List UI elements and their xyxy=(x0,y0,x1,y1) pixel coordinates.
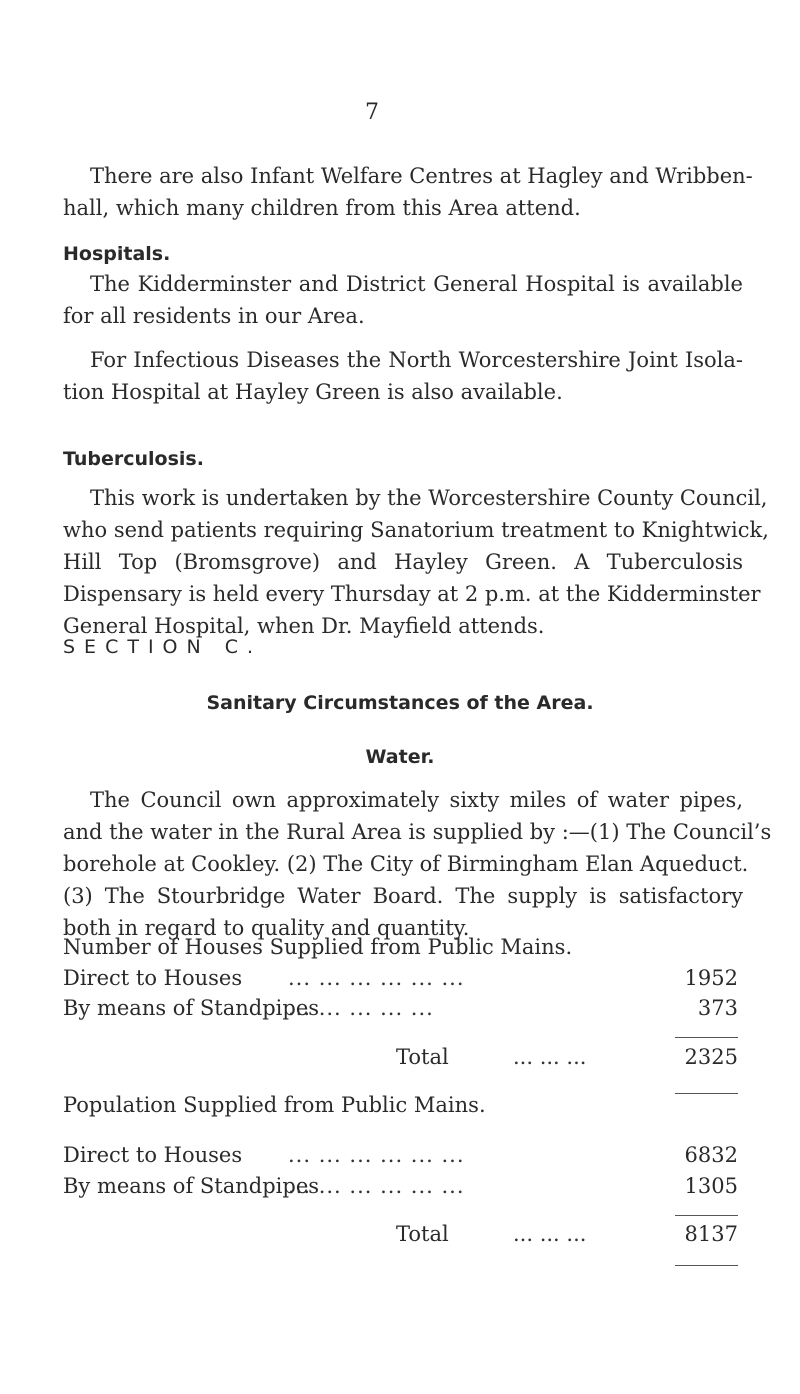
section-subtitle: Water. xyxy=(365,746,435,768)
tuberculosis-paragraph xyxy=(63,482,769,642)
text-line: who send patients requiring Sanatorium treatment to Knightwick, xyxy=(63,518,769,542)
total-row xyxy=(63,1045,738,1075)
hospitals-heading: Hospitals. xyxy=(63,243,171,265)
row-label: By means of Standpipes xyxy=(63,1174,320,1198)
text-line: borehole at Cookley. (2) The City of Birmingham Elan Aqueduct. xyxy=(63,852,749,876)
row-label: Direct to Houses xyxy=(63,966,243,990)
water-paragraph xyxy=(63,784,772,944)
text-line: (3) The Stourbridge Water Board. The supply is satisfactory xyxy=(63,884,743,908)
leader-dots: ... ... ... ... ... ... xyxy=(288,1174,465,1198)
section-label: SECTION C. xyxy=(63,636,263,658)
leader-dots: ... ... ... ... ... ... xyxy=(288,966,465,990)
total-label: Total xyxy=(396,1045,449,1069)
section-title: Sanitary Circumstances of the Area. xyxy=(206,692,594,714)
population-heading: Population Supplied from Public Mains. xyxy=(63,1093,486,1117)
text-line: The Council own approximately sixty miles of water pipes, xyxy=(90,788,743,812)
subtotal-rule xyxy=(675,1215,738,1216)
row-value: 6832 xyxy=(684,1143,738,1167)
text-line: for all residents in our Area. xyxy=(63,304,365,328)
total-rule xyxy=(675,1093,738,1094)
table-row xyxy=(63,966,738,996)
total-label: Total xyxy=(396,1222,449,1246)
table-row xyxy=(63,996,738,1026)
total-value: 8137 xyxy=(684,1222,738,1246)
leader-dots: ... ... ... xyxy=(513,1222,587,1246)
leader-dots: ... ... ... ... ... ... xyxy=(288,1143,465,1167)
text-line: hall, which many children from this Area attend. xyxy=(63,196,581,220)
total-rule xyxy=(675,1265,738,1266)
text-line: both in regard to quality and quantity. xyxy=(63,916,470,940)
tuberculosis-heading: Tuberculosis. xyxy=(63,448,204,470)
row-label: By means of Standpipes xyxy=(63,996,320,1020)
text-line: General Hospital, when Dr. Mayfield attends. xyxy=(63,614,545,638)
text-line: and the water in the Rural Area is supplied by :—(1) The Council’s xyxy=(63,820,772,844)
subtotal-rule xyxy=(675,1037,738,1038)
row-value: 373 xyxy=(697,996,738,1020)
table-row xyxy=(63,1174,738,1204)
houses-heading: Number of Houses Supplied from Public Mains. xyxy=(63,935,573,959)
page-number: 7 xyxy=(365,100,379,125)
text-line: This work is undertaken by the Worcestershire County Council, xyxy=(90,486,768,510)
text-line: There are also Infant Welfare Centres at Hagley and Wribben- xyxy=(90,164,753,188)
text-line: The Kidderminster and District General Hospital is available xyxy=(90,272,743,296)
leader-dots: ... ... ... xyxy=(513,1045,587,1069)
leader-dots: ... ... ... ... ... xyxy=(288,996,434,1020)
text-line: Hill Top (Bromsgrove) and Hayley Green. A Tuberculosis xyxy=(63,550,743,574)
table-row xyxy=(63,1143,738,1173)
hospitals-paragraph-1 xyxy=(63,268,743,332)
hospitals-paragraph-2 xyxy=(63,344,743,408)
text-line: For Infectious Diseases the North Worcestershire Joint Isola- xyxy=(90,348,743,372)
text-line: Dispensary is held every Thursday at 2 p.m. at the Kidderminster xyxy=(63,582,761,606)
text-line: tion Hospital at Hayley Green is also available. xyxy=(63,380,563,404)
row-label: Direct to Houses xyxy=(63,1143,243,1167)
total-value: 2325 xyxy=(684,1045,738,1069)
intro-paragraph xyxy=(63,160,753,224)
total-row xyxy=(63,1222,738,1252)
row-value: 1305 xyxy=(684,1174,738,1198)
row-value: 1952 xyxy=(684,966,738,990)
